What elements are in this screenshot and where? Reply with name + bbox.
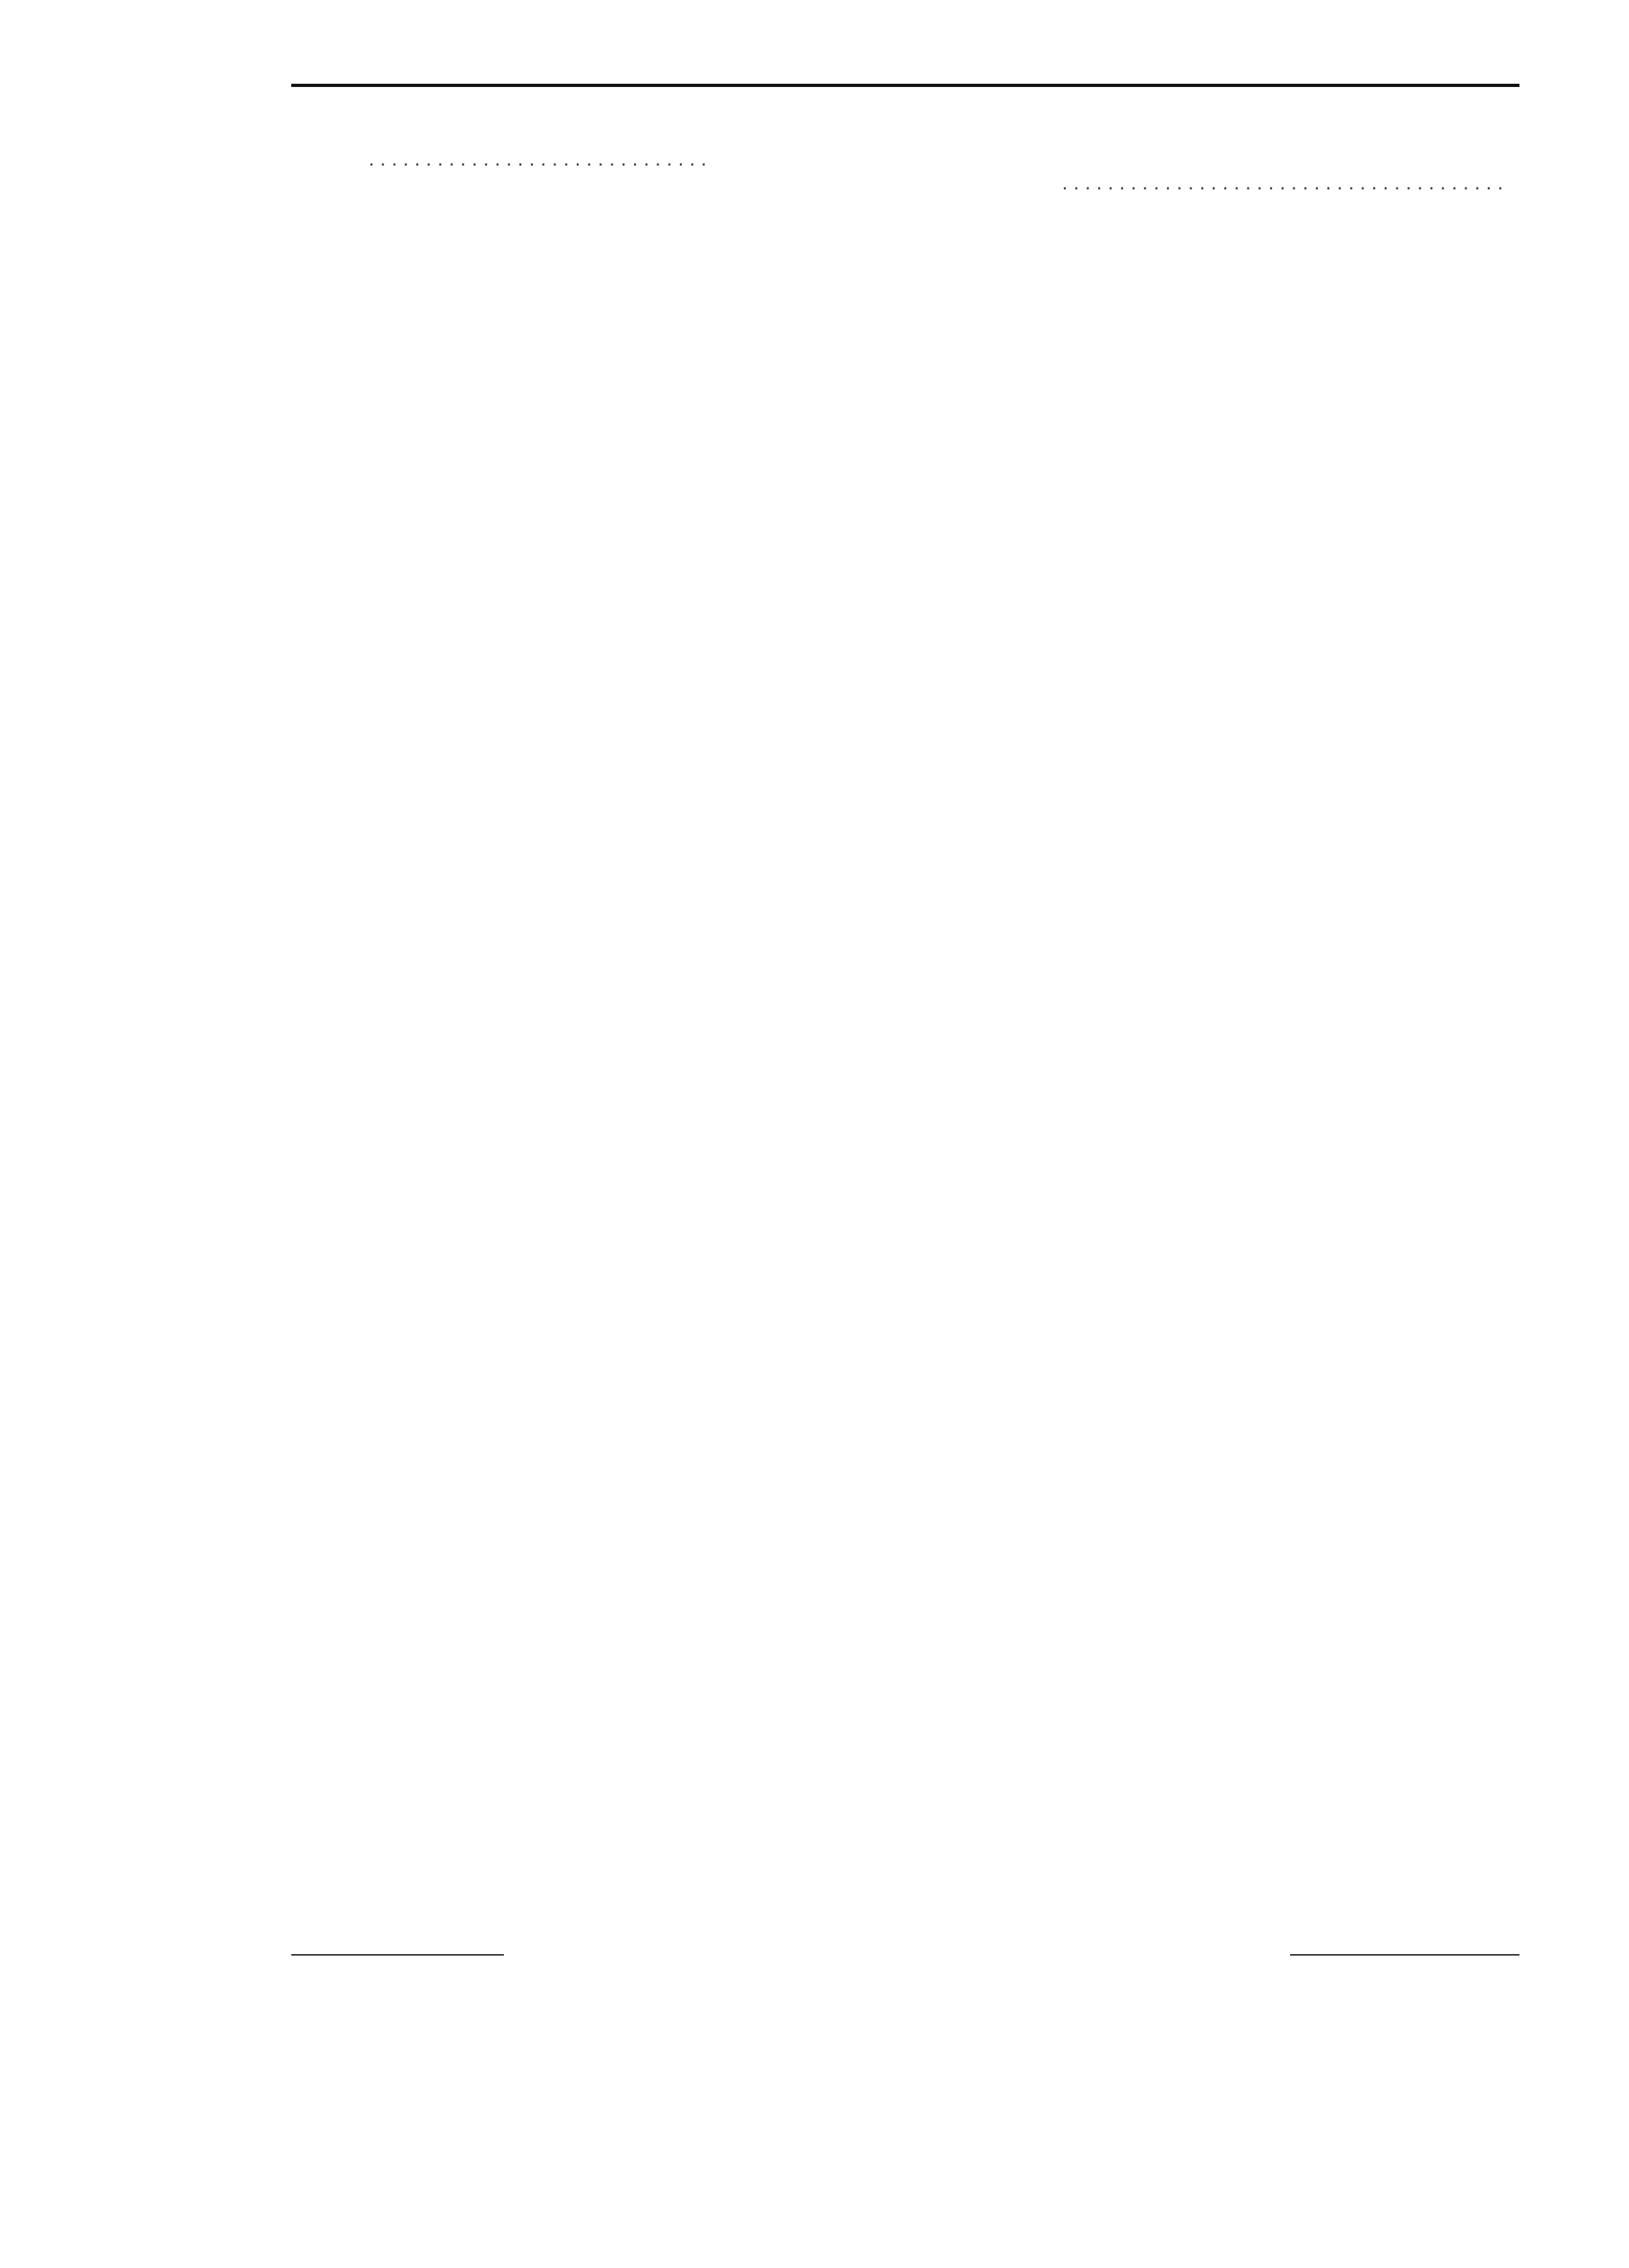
part-description	[1062, 171, 1505, 194]
footer-rule-right	[1290, 1954, 1519, 1956]
footer-rule-left	[291, 1954, 504, 1956]
section-title	[369, 116, 527, 146]
parts-row	[0, 147, 1629, 170]
model-application	[369, 147, 711, 170]
header-rule	[291, 84, 1519, 87]
parts-row	[0, 171, 1629, 194]
